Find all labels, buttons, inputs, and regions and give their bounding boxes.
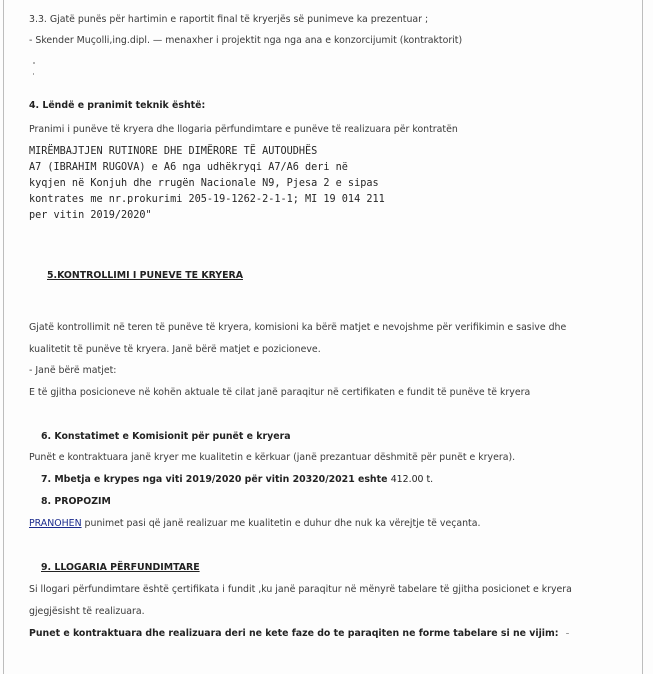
scan-speck	[33, 73, 34, 75]
section-7-label: 7. Mbetja e krypes nga viti 2019/2020 për vitin 20320/2021 eshte	[41, 474, 391, 485]
section-3-3-line-2: - Skender Muçolli,ing.dipl. — menaxher i projektit nga nga ana e konzorcijumit (kontraktorit)	[29, 35, 463, 46]
section-9-line-3: Punet e kontraktuara dhe realizuara deri ne kete faze do te paraqiten ne forme tabelare si ne vijim:	[29, 628, 559, 639]
section-5-paragraph-3: - Janë bërë matjet:	[29, 365, 117, 376]
section-5-paragraph-2: kualitetit të punëve të kryera. Janë bërë matjet e pozicioneve.	[29, 344, 321, 355]
section-5-paragraph-4: E të gjitha posicioneve në kohën aktuale të cilat janë paraqitur në certifikaten e fundit të punëve të kryera	[29, 387, 531, 398]
contract-line-2: A7 (IBRAHIM RUGOVA) e A6 nga udhëkryqi A7/A6 deri në	[29, 162, 348, 173]
scan-left-edge	[3, 0, 4, 674]
section-9-line-1: Si llogari përfundimtare është çertifikata i fundit ,ku janë paraqitur në mënyrë tabelare të gjitha posicionet e kryera	[29, 584, 572, 595]
section-6-heading: 6. Konstatimet e Komisionit për punët e kryera	[41, 431, 291, 442]
proposal-text: punimet pasi që janë realizuar me kualitetin e duhur dhe nuk ka vërejtje të veçanta.	[81, 518, 481, 529]
scan-right-edge	[642, 0, 643, 674]
contract-line-1: MIRËMBAJTJEN RUTINORE DHE DIMËRORE TË AUTOUDHËS	[29, 146, 318, 157]
section-4-intro: Pranimi i punëve të kryera dhe llogaria përfundimtare e punëve të realizuara për kontratën	[29, 124, 458, 135]
section-9-heading: 9. LLOGARIA PËRFUNDIMTARE	[41, 562, 200, 573]
contract-line-4: kontrates me nr.prokurimi 205-19-1262-2-1-1; MI 19 014 211	[29, 194, 385, 205]
contract-line-3: kyqjen në Konjuh dhe rrugën Nacionale N9, Pjesa 2 e sipas	[29, 178, 379, 189]
section-8-heading: 8. PROPOZIM	[41, 496, 111, 507]
section-7-text	[41, 474, 433, 486]
section-8-text	[29, 518, 480, 530]
section-3-3-line-1: 3.3. Gjatë punës për hartimin e raportit final të kryerjës së punimeve ka prezentuar ;	[29, 14, 429, 25]
contract-line-5: per vitin 2019/2020"	[29, 210, 152, 221]
salt-remaining-amount: 412.00 t.	[390, 474, 434, 485]
proposal-keyword: PRANOHEN	[29, 518, 82, 529]
section-4-heading: 4. Lëndë e pranimit teknik është:	[29, 100, 206, 111]
scan-speck	[566, 633, 569, 634]
section-6-text: Punët e kontraktuara janë kryer me kualitetin e kërkuar (janë prezantuar dëshmitë për punët e kryera).	[29, 452, 516, 463]
scan-speck	[33, 62, 35, 64]
section-5-paragraph-1: Gjatë kontrollimit në teren të punëve të kryera, komisioni ka bërë matjet e nevojshme për verifikimin e sasive dhe	[29, 322, 567, 333]
section-5-heading: 5.KONTROLLIMI I PUNEVE TE KRYERA	[47, 270, 243, 281]
section-9-line-2: gjegjësisht të realizuara.	[29, 606, 145, 617]
